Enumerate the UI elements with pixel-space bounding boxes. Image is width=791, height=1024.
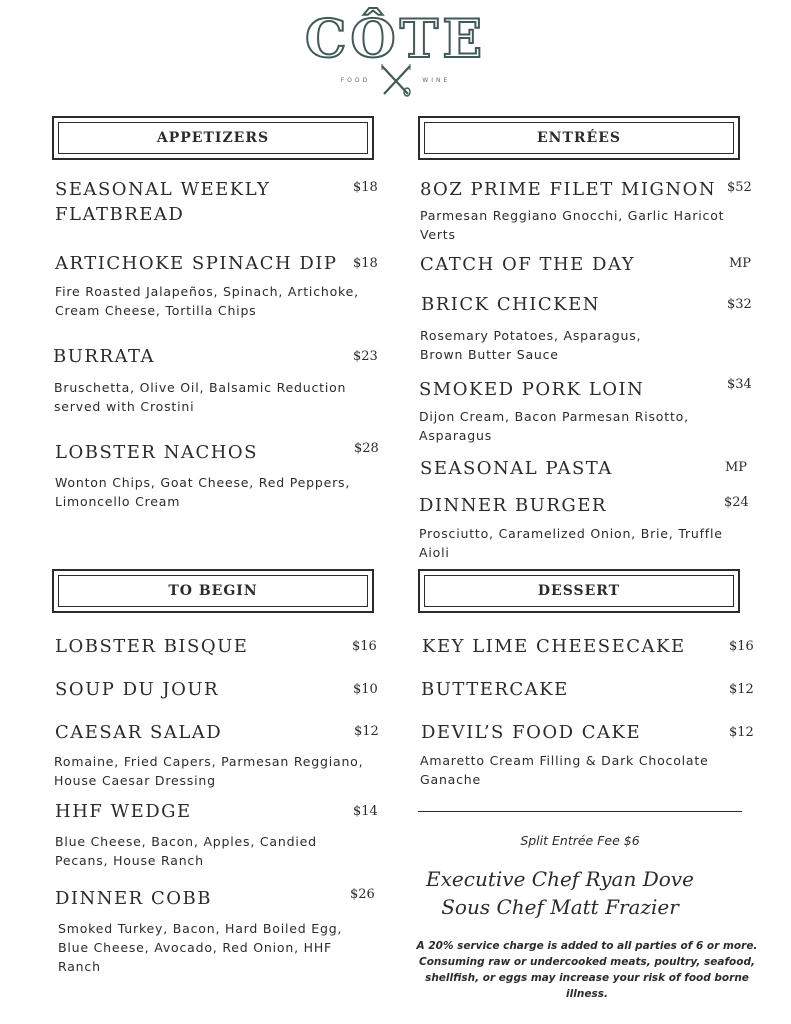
menu-item-name: CATCH OF THE DAY: [420, 254, 636, 275]
executive-chef: Executive Chef Ryan Dove: [426, 867, 694, 891]
dessert-header: [418, 569, 740, 613]
menu-item-price: $52: [727, 180, 752, 195]
menu-item-desc: Smoked Turkey, Bacon, Hard Boiled Egg,: [58, 921, 343, 936]
menu-item-name: LOBSTER NACHOS: [55, 442, 258, 463]
menu-item-desc: Blue Cheese, Avocado, Red Onion, HHF: [58, 940, 333, 955]
menu-item-price: $12: [729, 682, 754, 697]
menu-item-name: SOUP DU JOUR: [55, 679, 220, 700]
menu-item-name: KEY LIME CHEESECAKE: [422, 636, 686, 657]
menu-item-name: BUTTERCAKE: [421, 679, 569, 700]
menu-item-name: ARTICHOKE SPINACH DIP: [55, 253, 338, 274]
menu-item-name: CAESAR SALAD: [55, 722, 223, 743]
menu-item-desc: Brown Butter Sauce: [420, 347, 559, 362]
appetizers-header: [52, 116, 374, 160]
menu-item-name: DEVIL’S FOOD CAKE: [421, 722, 642, 743]
menu-item-name: DINNER BURGER: [419, 495, 607, 516]
menu-item-price: $14: [353, 804, 378, 819]
menu-item-desc: Amaretto Cream Filling & Dark Chocolate: [420, 753, 709, 768]
entrees-header: [418, 116, 740, 160]
menu-item-price: $18: [353, 180, 378, 195]
menu-item-price: $28: [354, 441, 379, 456]
menu-item-desc: Ganache: [420, 772, 482, 787]
dessert-title: DESSERT: [424, 575, 734, 607]
menu-item-desc: House Caesar Dressing: [54, 773, 216, 788]
menu-item-desc: Aioli: [419, 545, 450, 560]
service-notice: [404, 938, 770, 1002]
menu-item-name: LOBSTER BISQUE: [55, 636, 249, 657]
brand-left-word: FOOD: [340, 76, 371, 84]
menu-item-price: $12: [354, 724, 379, 739]
menu-item-price: $26: [350, 887, 375, 902]
menu-item-desc: Romaine, Fried Capers, Parmesan Reggiano,: [54, 754, 364, 769]
menu-item-name: BRICK CHICKEN: [421, 294, 601, 315]
menu-item-desc: Pecans, House Ranch: [55, 853, 204, 868]
menu-item-desc: Parmesan Reggiano Gnocchi, Garlic Haricot: [420, 208, 725, 223]
menu-item-desc: Verts: [420, 227, 456, 242]
menu-item-desc: Bruschetta, Olive Oil, Balsamic Reduction: [54, 380, 347, 395]
notice-line: shellfish, or eggs may increase your risk of food borne illness.: [425, 972, 749, 1000]
sous-chef: Sous Chef Matt Frazier: [441, 895, 679, 919]
menu-item-price: $16: [729, 639, 754, 654]
crossed-utensils-icon: [376, 62, 416, 98]
menu-item-name: SMOKED PORK LOIN: [419, 379, 645, 400]
menu-item-desc: served with Crostini: [54, 399, 195, 414]
menu-item-price: $34: [727, 377, 752, 392]
entrees-title: ENTRÉES: [424, 122, 734, 154]
brand-tagline: [0, 62, 791, 98]
appetizers-title: APPETIZERS: [58, 122, 368, 154]
menu-item-name: DINNER COBB: [55, 888, 212, 909]
menu-item-desc: Prosciutto, Caramelized Onion, Brie, Truffle: [419, 526, 723, 541]
menu-item-desc: Wonton Chips, Goat Cheese, Red Peppers,: [55, 475, 351, 490]
menu-item-price: $24: [724, 495, 749, 510]
brand-right-word: WINE: [422, 76, 451, 84]
notice-line: Consuming raw or undercooked meats, poultry, seafood,: [419, 956, 755, 968]
brand-logo: [0, 9, 791, 70]
menu-item-desc: Limoncello Cream: [55, 494, 181, 509]
menu-item-desc: Blue Cheese, Bacon, Apples, Candied: [55, 834, 317, 849]
split-entree-fee: Split Entrée Fee $6: [520, 833, 640, 848]
menu-item-name: SEASONAL PASTA: [420, 458, 613, 479]
menu-item-desc: Ranch: [58, 959, 101, 974]
menu-item-price: $12: [729, 725, 754, 740]
menu-item-price: $32: [727, 297, 752, 312]
brand-name: CÔTE: [304, 9, 486, 70]
notice-line: A 20% service charge is added to all parties of 6 or more.: [416, 940, 758, 952]
menu-item-price: $16: [352, 639, 377, 654]
divider: [418, 811, 742, 812]
menu-item-desc: Dijon Cream, Bacon Parmesan Risotto,: [419, 409, 689, 424]
menu-item-name: HHF WEDGE: [55, 801, 192, 822]
menu-item-desc: Rosemary Potatoes, Asparagus,: [420, 328, 642, 343]
menu-item-name: 8OZ PRIME FILET MIGNON: [420, 179, 717, 200]
menu-item-desc: Fire Roasted Jalapeños, Spinach, Artichoke,: [55, 284, 359, 299]
menu-item-name: SEASONAL WEEKLY: [55, 179, 271, 200]
menu-item-price: $18: [353, 256, 378, 271]
to-begin-header: [52, 569, 374, 613]
menu-item-desc: Cream Cheese, Tortilla Chips: [55, 303, 257, 318]
menu-item-price: $23: [353, 349, 378, 364]
menu-item-name: FLATBREAD: [55, 204, 185, 225]
menu-item-desc: Asparagus: [419, 428, 493, 443]
menu-item-name: BURRATA: [53, 346, 156, 367]
menu-item-price: $10: [353, 682, 378, 697]
to-begin-title: TO BEGIN: [58, 575, 368, 607]
menu-item-price: MP: [729, 256, 752, 271]
menu-item-price: MP: [725, 460, 748, 475]
